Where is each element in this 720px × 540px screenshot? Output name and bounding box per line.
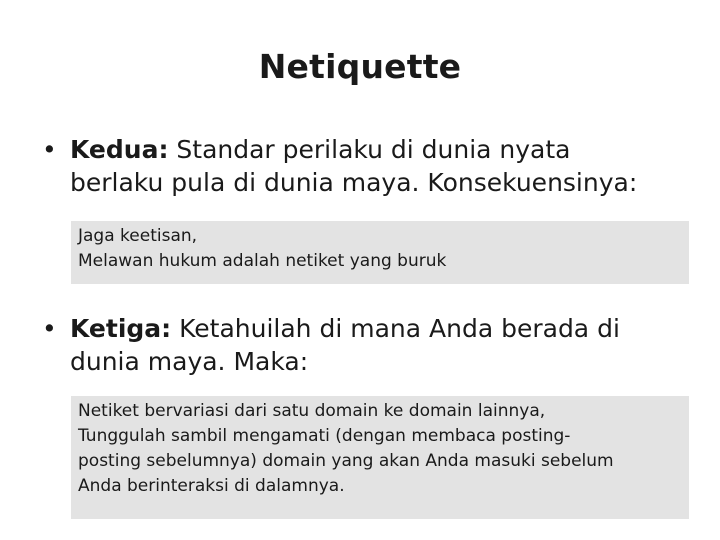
box-line: posting sebelumnya) domain yang akan Anda masuki sebelum bbox=[78, 451, 614, 471]
box-line: Melawan hukum adalah netiket yang buruk bbox=[78, 251, 447, 271]
bullet-marker: • bbox=[42, 135, 57, 164]
box-line: Netiket bervariasi dari satu domain ke domain lainnya, bbox=[78, 401, 546, 421]
slide-title: Netiquette bbox=[258, 47, 462, 86]
bullet-kedua bbox=[42, 133, 682, 199]
bullet-text-line: Ketahuilah di mana Anda berada di bbox=[171, 314, 620, 343]
box-line: Jaga keetisan, bbox=[78, 226, 198, 246]
bullet-text-line: berlaku pula di dunia maya. Konsekuensinya: bbox=[70, 168, 638, 197]
box-line: Tunggulah sambil mengamati (dengan membaca posting- bbox=[78, 426, 571, 446]
bullet-label: Kedua: bbox=[70, 135, 169, 164]
bullet-text-line: dunia maya. Maka: bbox=[70, 347, 309, 376]
bullet-marker: • bbox=[42, 314, 57, 343]
bullet-text bbox=[70, 312, 682, 378]
info-box-kedua bbox=[71, 221, 689, 284]
bullet-text-line: Standar perilaku di dunia nyata bbox=[168, 135, 571, 164]
bullet-text bbox=[70, 133, 682, 199]
box-line: Anda berinteraksi di dalamnya. bbox=[78, 476, 345, 496]
info-box-ketiga bbox=[71, 396, 689, 519]
bullet-ketiga bbox=[42, 312, 682, 378]
bullet-label: Ketiga: bbox=[70, 314, 172, 343]
